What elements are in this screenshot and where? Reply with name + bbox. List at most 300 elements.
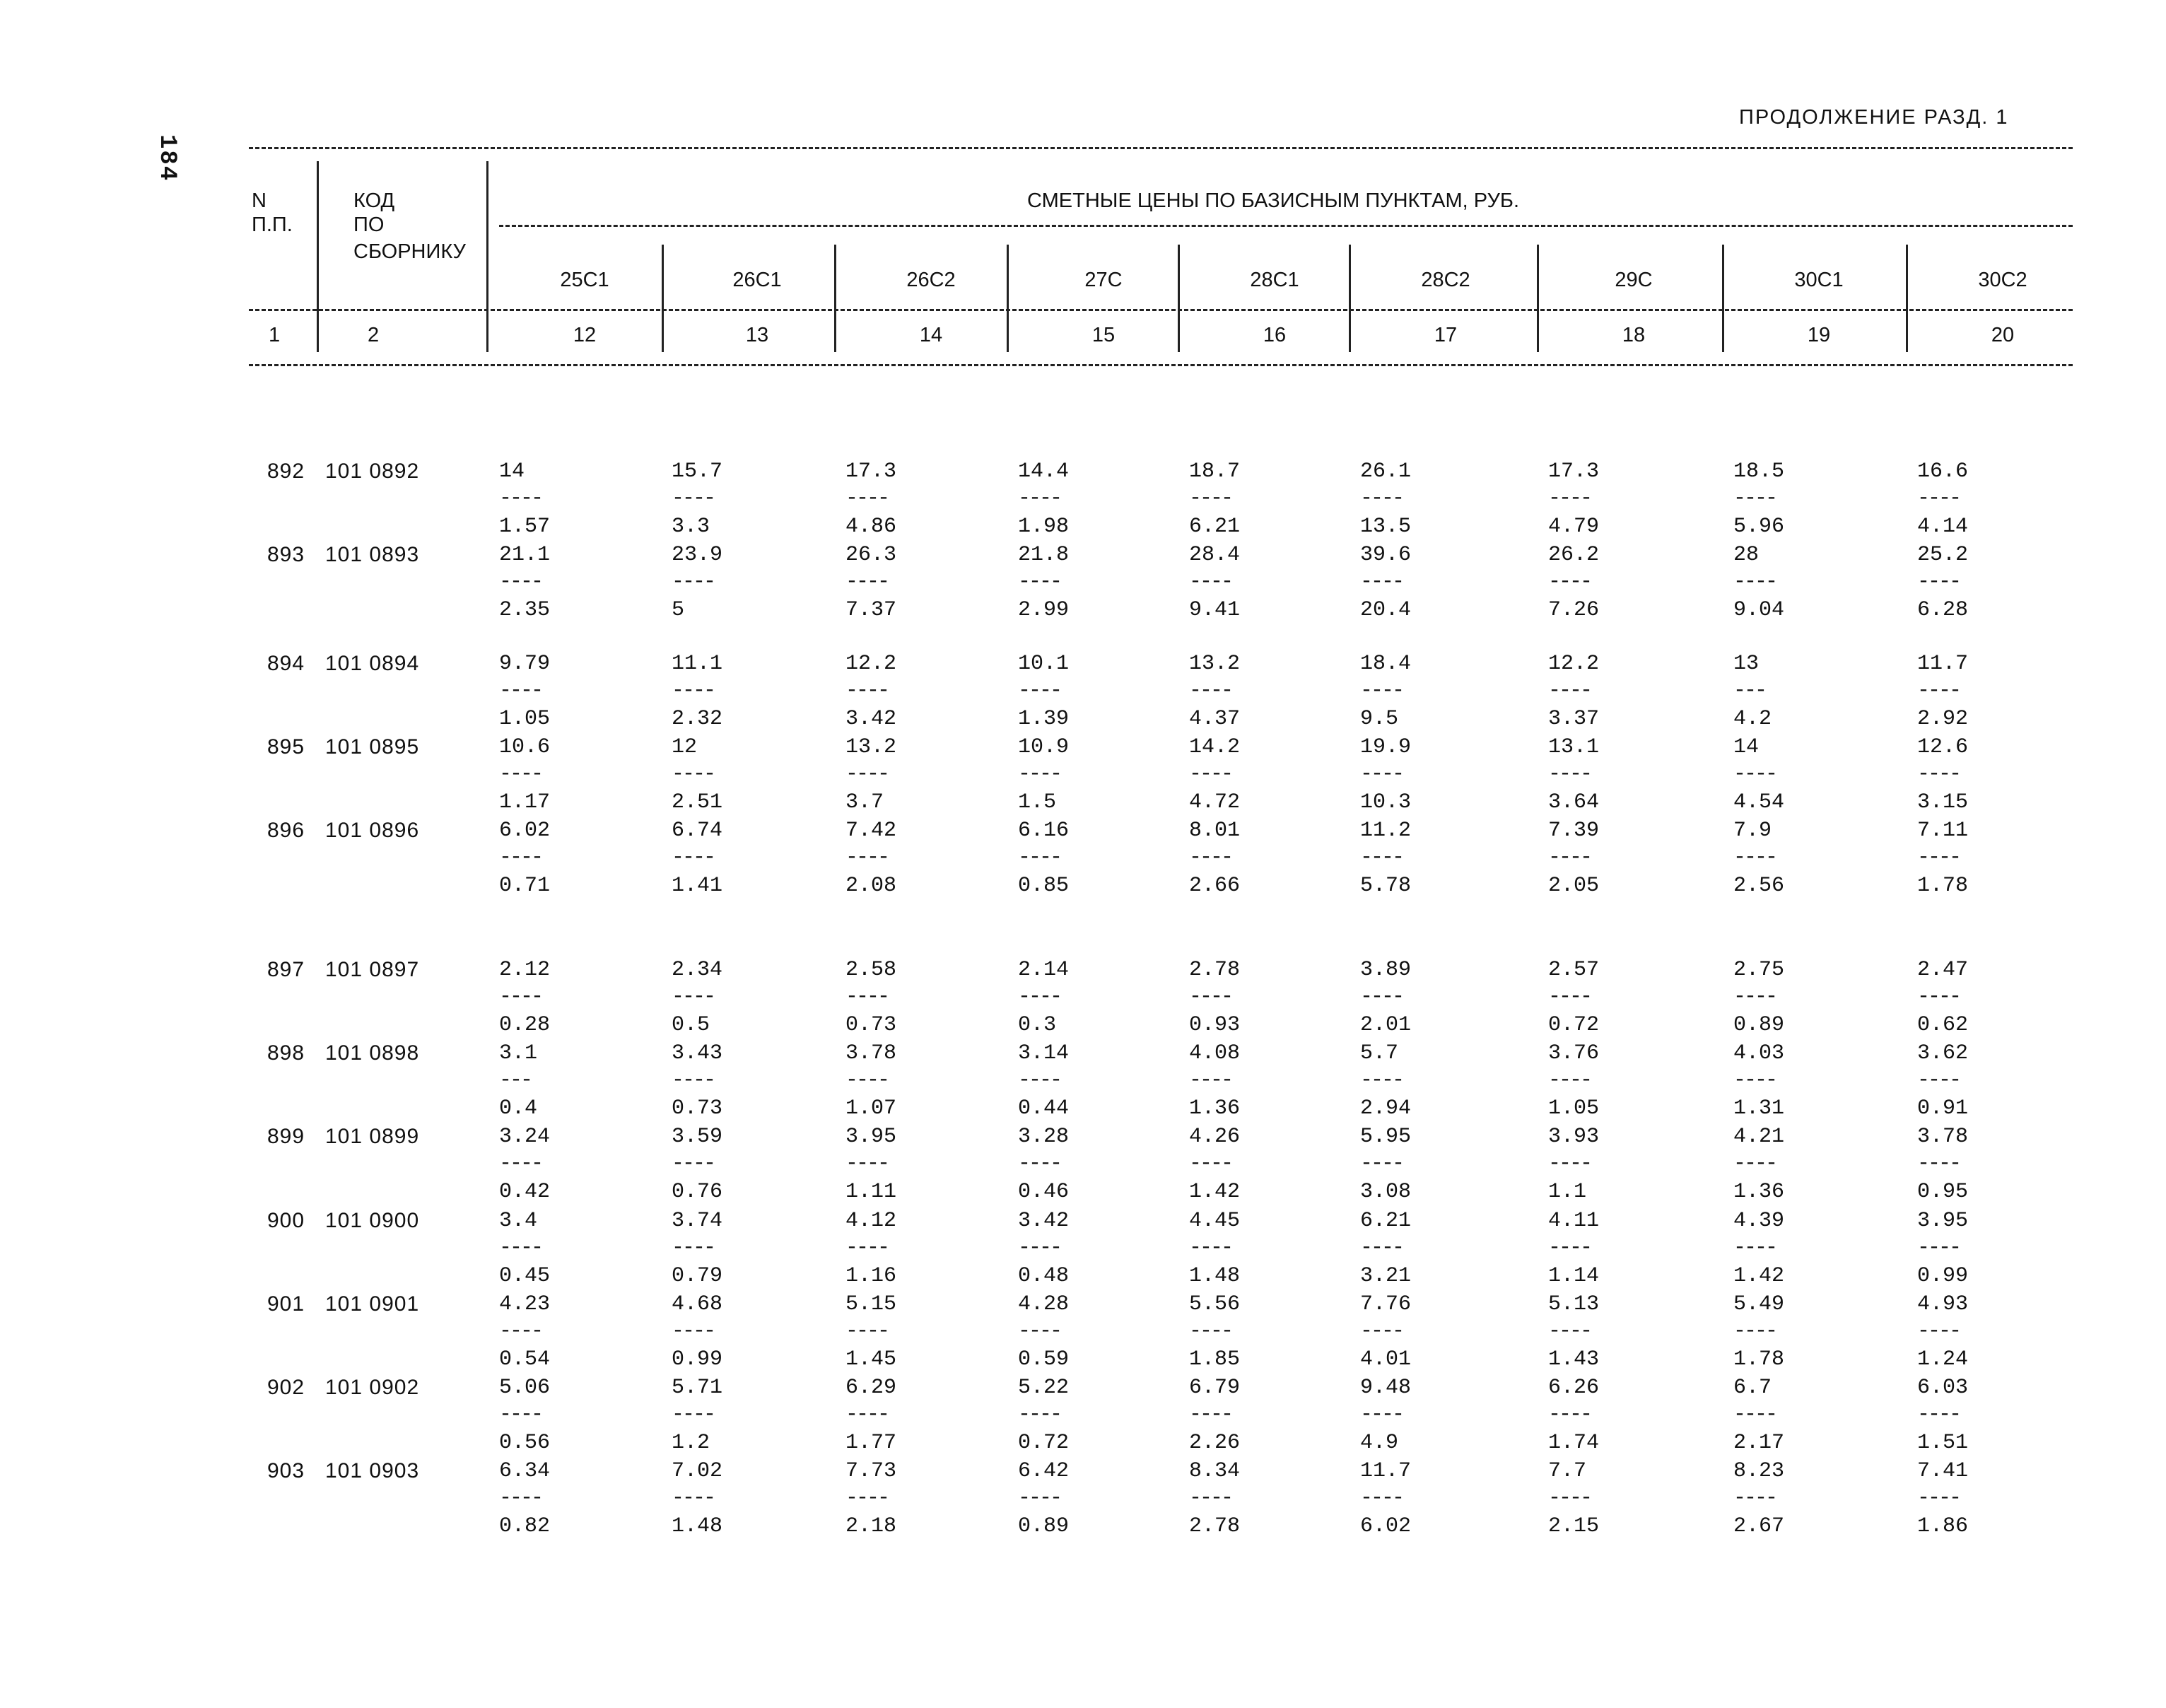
fraction-separator: ----: [499, 679, 542, 703]
price-value-bottom: 2.08: [845, 874, 897, 898]
fraction-separator: ----: [1189, 1319, 1232, 1343]
header-point-name: 28С1: [1250, 269, 1299, 291]
price-value-top: 4.11: [1548, 1209, 1600, 1233]
header-point-name: 30С1: [1794, 269, 1844, 291]
price-value-top: 25.2: [1917, 543, 1969, 567]
price-value-top: 7.02: [672, 1459, 723, 1483]
price-value-top: 2.75: [1733, 958, 1785, 982]
price-value-bottom: 1.39: [1018, 707, 1070, 731]
header-col-number: 20: [1991, 324, 2015, 346]
price-value-bottom: 1.31: [1733, 1096, 1785, 1121]
price-value-top: 10.6: [499, 735, 551, 759]
price-value-top: 13.1: [1548, 735, 1600, 759]
price-value-top: 4.68: [672, 1292, 723, 1316]
header-subcol-bar: [1537, 245, 1539, 352]
fraction-separator: ----: [1189, 1152, 1232, 1176]
price-value-top: 10.1: [1018, 652, 1070, 676]
fraction-separator: ----: [1360, 1068, 1403, 1092]
fraction-separator: ----: [499, 570, 542, 594]
price-value-bottom: 0.73: [845, 1013, 897, 1037]
fraction-separator: ----: [845, 1236, 889, 1260]
fraction-separator: ----: [845, 1319, 889, 1343]
fraction-separator: ----: [1360, 985, 1403, 1009]
price-value-bottom: 0.79: [672, 1264, 723, 1288]
price-value-top: 4.23: [499, 1292, 551, 1316]
fraction-separator: ----: [1018, 1236, 1061, 1260]
fraction-separator: ----: [1733, 1319, 1776, 1343]
fraction-separator: ----: [1360, 1403, 1403, 1427]
fraction-separator: ----: [1018, 1486, 1061, 1510]
price-value-bottom: 10.3: [1360, 790, 1412, 814]
price-value-bottom: 2.01: [1360, 1013, 1412, 1037]
fraction-separator: ----: [672, 985, 715, 1009]
page-number: 184: [153, 134, 180, 182]
fraction-separator: ----: [499, 1403, 542, 1427]
price-value-bottom: 0.89: [1018, 1514, 1070, 1538]
price-value-top: 10.9: [1018, 735, 1070, 759]
price-value-bottom: 1.48: [672, 1514, 723, 1538]
fraction-separator: ----: [1360, 1152, 1403, 1176]
price-value-bottom: 1.07: [845, 1096, 897, 1121]
price-value-top: 14.2: [1189, 735, 1241, 759]
price-value-bottom: 4.9: [1360, 1431, 1399, 1455]
price-value-bottom: 1.98: [1018, 515, 1070, 539]
fraction-separator: ----: [1360, 570, 1403, 594]
fraction-separator: ----: [845, 762, 889, 786]
price-value-top: 4.26: [1189, 1125, 1241, 1149]
fraction-separator: ----: [1189, 570, 1232, 594]
fraction-separator: ----: [499, 1319, 542, 1343]
price-value-bottom: 20.4: [1360, 598, 1412, 622]
price-value-bottom: 2.92: [1917, 707, 1969, 731]
price-value-bottom: 0.99: [1917, 1264, 1969, 1288]
fraction-separator: ----: [1733, 1486, 1776, 1510]
row-number: 892: [267, 460, 305, 483]
price-value-top: 3.28: [1018, 1125, 1070, 1149]
price-value-top: 6.42: [1018, 1459, 1070, 1483]
price-value-top: 13.2: [845, 735, 897, 759]
fraction-separator: ----: [1189, 1403, 1232, 1427]
fraction-separator: ----: [1189, 1068, 1232, 1092]
price-value-top: 7.7: [1548, 1459, 1587, 1483]
fraction-separator: ----: [1018, 679, 1061, 703]
price-value-bottom: 1.48: [1189, 1264, 1241, 1288]
fraction-separator: ----: [672, 846, 715, 870]
price-value-top: 3.62: [1917, 1041, 1969, 1065]
price-value-bottom: 5: [672, 598, 685, 622]
price-value-top: 13.2: [1189, 652, 1241, 676]
price-value-top: 5.06: [499, 1376, 551, 1400]
price-value-top: 4.03: [1733, 1041, 1785, 1065]
header-col-number: 15: [1091, 324, 1116, 346]
price-value-bottom: 0.71: [499, 874, 551, 898]
header-point-name: 26С2: [906, 269, 956, 291]
price-value-bottom: 0.54: [499, 1347, 551, 1371]
price-value-top: 14.4: [1018, 460, 1070, 484]
price-value-top: 21.1: [499, 543, 551, 567]
header-point-name: 27С: [1084, 269, 1123, 291]
price-value-top: 2.57: [1548, 958, 1600, 982]
price-value-top: 5.71: [672, 1376, 723, 1400]
price-value-top: 6.79: [1189, 1376, 1241, 1400]
price-value-bottom: 3.08: [1360, 1180, 1412, 1204]
header-bottom-rule: [249, 364, 2073, 366]
price-value-top: 8.01: [1189, 819, 1241, 843]
price-value-bottom: 2.78: [1189, 1514, 1241, 1538]
fraction-separator: ----: [1733, 985, 1776, 1009]
price-value-bottom: 5.96: [1733, 515, 1785, 539]
price-value-bottom: 9.5: [1360, 707, 1399, 731]
row-number: 898: [267, 1041, 305, 1065]
price-value-bottom: 0.62: [1917, 1013, 1969, 1037]
fraction-separator: ----: [1548, 679, 1591, 703]
fraction-separator: ---: [1733, 679, 1766, 703]
price-value-top: 39.6: [1360, 543, 1412, 567]
fraction-separator: ----: [845, 570, 889, 594]
price-value-top: 4.08: [1189, 1041, 1241, 1065]
header-subcol-bar: [1906, 245, 1908, 352]
price-value-top: 9.48: [1360, 1376, 1412, 1400]
price-value-bottom: 0.89: [1733, 1013, 1785, 1037]
fraction-separator: ----: [499, 985, 542, 1009]
header-group-title: СМЕТНЫЕ ЦЕНЫ ПО БАЗИСНЫМ ПУНКТАМ, РУБ.: [1027, 189, 1519, 212]
fraction-separator: ----: [1733, 846, 1776, 870]
price-value-bottom: 1.74: [1548, 1431, 1600, 1455]
row-number: 896: [267, 819, 305, 842]
price-value-bottom: 1.11: [845, 1180, 897, 1204]
row-number: 900: [267, 1209, 305, 1232]
price-value-top: 7.42: [845, 819, 897, 843]
fraction-separator: ----: [1360, 1486, 1403, 1510]
price-value-top: 3.42: [1018, 1209, 1070, 1233]
price-value-top: 3.4: [499, 1209, 538, 1233]
price-value-bottom: 0.99: [672, 1347, 723, 1371]
price-value-top: 7.39: [1548, 819, 1600, 843]
fraction-separator: ----: [1548, 1068, 1591, 1092]
price-value-top: 6.29: [845, 1376, 897, 1400]
fraction-separator: ----: [1360, 1319, 1403, 1343]
price-value-bottom: 3.21: [1360, 1264, 1412, 1288]
fraction-separator: ----: [1733, 1403, 1776, 1427]
price-value-bottom: 0.42: [499, 1180, 551, 1204]
price-value-bottom: 1.42: [1189, 1180, 1241, 1204]
row-code: 101 0898: [325, 1041, 420, 1065]
price-value-top: 15.7: [672, 460, 723, 484]
fraction-separator: ----: [1018, 570, 1061, 594]
price-value-top: 3.76: [1548, 1041, 1600, 1065]
price-value-bottom: 1.16: [845, 1264, 897, 1288]
price-value-bottom: 0.5: [672, 1013, 710, 1037]
price-value-bottom: 4.14: [1917, 515, 1969, 539]
fraction-separator: ----: [1917, 679, 1960, 703]
price-value-top: 3.78: [1917, 1125, 1969, 1149]
header-point-name: 29С: [1615, 269, 1653, 291]
price-value-top: 3.89: [1360, 958, 1412, 982]
header-col-number: 18: [1622, 324, 1646, 346]
price-value-bottom: 1.43: [1548, 1347, 1600, 1371]
fraction-separator: ----: [1548, 1319, 1591, 1343]
header-subcol-bar: [1722, 245, 1724, 352]
price-value-top: 5.7: [1360, 1041, 1399, 1065]
price-value-bottom: 0.48: [1018, 1264, 1070, 1288]
price-value-bottom: 1.42: [1733, 1264, 1785, 1288]
price-value-top: 2.58: [845, 958, 897, 982]
price-value-bottom: 2.35: [499, 598, 551, 622]
row-code: 101 0901: [325, 1292, 420, 1316]
price-value-top: 3.93: [1548, 1125, 1600, 1149]
header-top-rule: [249, 147, 2073, 149]
price-value-top: 8.34: [1189, 1459, 1241, 1483]
header-code-line1: КОД: [353, 189, 395, 212]
price-value-top: 18.5: [1733, 460, 1785, 484]
price-value-bottom: 3.15: [1917, 790, 1969, 814]
fraction-separator: ----: [1917, 1068, 1960, 1092]
row-code: 101 0897: [325, 958, 420, 981]
price-value-top: 5.95: [1360, 1125, 1412, 1149]
row-number: 902: [267, 1376, 305, 1399]
fraction-separator: ----: [1548, 486, 1591, 510]
price-value-bottom: 1.78: [1917, 874, 1969, 898]
price-value-top: 5.13: [1548, 1292, 1600, 1316]
price-value-bottom: 1.36: [1189, 1096, 1241, 1121]
header-col-number: 2: [368, 324, 380, 346]
price-value-top: 6.03: [1917, 1376, 1969, 1400]
fraction-separator: ----: [1548, 570, 1591, 594]
price-value-top: 2.12: [499, 958, 551, 982]
row-code: 101 0902: [325, 1376, 420, 1399]
price-value-bottom: 7.37: [845, 598, 897, 622]
price-value-bottom: 2.51: [672, 790, 723, 814]
header-col-number: 17: [1434, 324, 1458, 346]
price-value-top: 3.95: [845, 1125, 897, 1149]
price-value-bottom: 6.28: [1917, 598, 1969, 622]
price-value-top: 3.14: [1018, 1041, 1070, 1065]
fraction-separator: ----: [1733, 570, 1776, 594]
price-value-top: 4.39: [1733, 1209, 1785, 1233]
header-col-number: 19: [1807, 324, 1831, 346]
price-value-bottom: 0.3: [1018, 1013, 1057, 1037]
price-value-top: 7.73: [845, 1459, 897, 1483]
fraction-separator: ----: [1018, 985, 1061, 1009]
price-value-bottom: 2.32: [672, 707, 723, 731]
price-value-top: 3.95: [1917, 1209, 1969, 1233]
price-value-top: 3.1: [499, 1041, 538, 1065]
price-value-top: 23.9: [672, 543, 723, 567]
fraction-separator: ----: [1733, 1152, 1776, 1176]
price-value-top: 18.7: [1189, 460, 1241, 484]
header-n-line2: П.П.: [252, 214, 293, 236]
fraction-separator: ----: [1018, 1068, 1061, 1092]
price-value-bottom: 2.26: [1189, 1431, 1241, 1455]
fraction-separator: ----: [1917, 1486, 1960, 1510]
price-value-bottom: 2.15: [1548, 1514, 1600, 1538]
row-code: 101 0899: [325, 1125, 420, 1148]
fraction-separator: ----: [1917, 1319, 1960, 1343]
price-value-bottom: 3.3: [672, 515, 710, 539]
fraction-separator: ----: [1548, 1236, 1591, 1260]
price-value-top: 4.12: [845, 1209, 897, 1233]
price-value-top: 6.34: [499, 1459, 551, 1483]
price-value-top: 7.41: [1917, 1459, 1969, 1483]
fraction-separator: ----: [672, 570, 715, 594]
fraction-separator: ----: [845, 1403, 889, 1427]
price-value-bottom: 2.99: [1018, 598, 1070, 622]
price-value-top: 2.78: [1189, 958, 1241, 982]
fraction-separator: ----: [1360, 762, 1403, 786]
row-code: 101 0895: [325, 735, 420, 759]
price-value-bottom: 0.72: [1548, 1013, 1600, 1037]
price-value-top: 26.3: [845, 543, 897, 567]
header-point-name: 28С2: [1421, 269, 1470, 291]
price-value-bottom: 4.72: [1189, 790, 1241, 814]
header-col-number: 1: [269, 324, 281, 346]
price-value-top: 11.1: [672, 652, 723, 676]
fraction-separator: ----: [1189, 985, 1232, 1009]
header-point-name: 26С1: [732, 269, 782, 291]
price-value-bottom: 4.86: [845, 515, 897, 539]
price-value-bottom: 0.95: [1917, 1180, 1969, 1204]
fraction-separator: ----: [1917, 570, 1960, 594]
price-value-bottom: 0.59: [1018, 1347, 1070, 1371]
header-bar-2: [486, 161, 488, 352]
price-value-top: 21.8: [1018, 543, 1070, 567]
price-value-top: 19.9: [1360, 735, 1412, 759]
price-value-top: 12.2: [1548, 652, 1600, 676]
price-value-bottom: 1.05: [1548, 1096, 1600, 1121]
price-value-bottom: 3.64: [1548, 790, 1600, 814]
price-value-bottom: 2.94: [1360, 1096, 1412, 1121]
fraction-separator: ----: [1917, 985, 1960, 1009]
fraction-separator: ----: [1189, 1486, 1232, 1510]
price-value-top: 13: [1733, 652, 1760, 676]
price-value-top: 14: [1733, 735, 1760, 759]
price-value-bottom: 1.77: [845, 1431, 897, 1455]
price-value-bottom: 1.57: [499, 515, 551, 539]
fraction-separator: ----: [845, 679, 889, 703]
price-value-bottom: 1.78: [1733, 1347, 1785, 1371]
fraction-separator: ----: [499, 1236, 542, 1260]
price-value-top: 7.76: [1360, 1292, 1412, 1316]
fraction-separator: ----: [1917, 1152, 1960, 1176]
price-value-top: 5.56: [1189, 1292, 1241, 1316]
fraction-separator: ----: [499, 1152, 542, 1176]
header-point-name: 30С2: [1978, 269, 2027, 291]
price-value-bottom: 0.72: [1018, 1431, 1070, 1455]
price-value-top: 11.7: [1360, 1459, 1412, 1483]
price-value-top: 9.79: [499, 652, 551, 676]
header-col-number: 14: [919, 324, 943, 346]
fraction-separator: ----: [845, 985, 889, 1009]
price-value-top: 17.3: [1548, 460, 1600, 484]
price-value-bottom: 1.24: [1917, 1347, 1969, 1371]
price-value-top: 6.16: [1018, 819, 1070, 843]
price-value-bottom: 5.78: [1360, 874, 1412, 898]
header-n-line1: N: [252, 189, 267, 212]
row-code: 101 0896: [325, 819, 420, 842]
price-value-top: 12.6: [1917, 735, 1969, 759]
price-value-bottom: 1.14: [1548, 1264, 1600, 1288]
price-value-top: 3.59: [672, 1125, 723, 1149]
price-value-top: 11.2: [1360, 819, 1412, 843]
price-value-bottom: 1.85: [1189, 1347, 1241, 1371]
fraction-separator: ----: [1360, 486, 1403, 510]
price-value-top: 16.6: [1917, 460, 1969, 484]
row-number: 901: [267, 1292, 305, 1316]
price-value-bottom: 4.2: [1733, 707, 1772, 731]
price-value-top: 3.78: [845, 1041, 897, 1065]
price-value-top: 26.2: [1548, 543, 1600, 567]
price-value-bottom: 1.17: [499, 790, 551, 814]
fraction-separator: ----: [1018, 1403, 1061, 1427]
header-code-line2: ПО: [353, 214, 385, 236]
fraction-separator: ----: [672, 679, 715, 703]
price-value-top: 14: [499, 460, 525, 484]
header-mid-rule: [249, 309, 2073, 311]
price-value-bottom: 9.04: [1733, 598, 1785, 622]
price-value-bottom: 4.37: [1189, 707, 1241, 731]
fraction-separator: ----: [1917, 846, 1960, 870]
fraction-separator: ----: [1189, 762, 1232, 786]
price-value-top: 11.7: [1917, 652, 1969, 676]
price-value-bottom: 0.4: [499, 1096, 538, 1121]
fraction-separator: ----: [1018, 1152, 1061, 1176]
price-value-bottom: 2.17: [1733, 1431, 1785, 1455]
row-number: 903: [267, 1459, 305, 1482]
price-value-top: 5.22: [1018, 1376, 1070, 1400]
fraction-separator: ----: [1360, 1236, 1403, 1260]
header-point-name: 25С1: [560, 269, 609, 291]
fraction-separator: ----: [672, 1403, 715, 1427]
price-value-bottom: 0.85: [1018, 874, 1070, 898]
fraction-separator: ----: [672, 1152, 715, 1176]
group-underline-rule: [499, 225, 2073, 227]
price-value-top: 26.1: [1360, 460, 1412, 484]
price-value-top: 7.9: [1733, 819, 1772, 843]
price-value-bottom: 3.37: [1548, 707, 1600, 731]
fraction-separator: ----: [1548, 1403, 1591, 1427]
price-value-top: 7.11: [1917, 819, 1969, 843]
row-number: 899: [267, 1125, 305, 1148]
header-col-number: 12: [573, 324, 597, 346]
price-value-top: 3.74: [672, 1209, 723, 1233]
price-value-bottom: 1.1: [1548, 1180, 1587, 1204]
price-value-bottom: 1.45: [845, 1347, 897, 1371]
section-title: ПРОДОЛЖЕНИЕ РАЗД. 1: [1739, 106, 2009, 129]
price-value-bottom: 4.01: [1360, 1347, 1412, 1371]
price-value-top: 5.15: [845, 1292, 897, 1316]
fraction-separator: ----: [1189, 486, 1232, 510]
price-value-top: 4.21: [1733, 1125, 1785, 1149]
row-code: 101 0903: [325, 1459, 420, 1482]
row-number: 893: [267, 543, 305, 566]
price-value-bottom: 1.51: [1917, 1431, 1969, 1455]
price-value-bottom: 1.41: [672, 874, 723, 898]
fraction-separator: ----: [1018, 486, 1061, 510]
row-number: 895: [267, 735, 305, 759]
price-value-top: 6.74: [672, 819, 723, 843]
fraction-separator: ----: [1733, 762, 1776, 786]
price-value-bottom: 7.26: [1548, 598, 1600, 622]
price-value-bottom: 1.2: [672, 1431, 710, 1455]
fraction-separator: ----: [499, 762, 542, 786]
header-bar-1: [317, 161, 319, 352]
price-value-top: 28: [1733, 543, 1760, 567]
fraction-separator: ----: [1548, 1152, 1591, 1176]
price-value-bottom: 6.02: [1360, 1514, 1412, 1538]
price-value-bottom: 0.45: [499, 1264, 551, 1288]
fraction-separator: ----: [1917, 1403, 1960, 1427]
row-code: 101 0892: [325, 460, 420, 483]
